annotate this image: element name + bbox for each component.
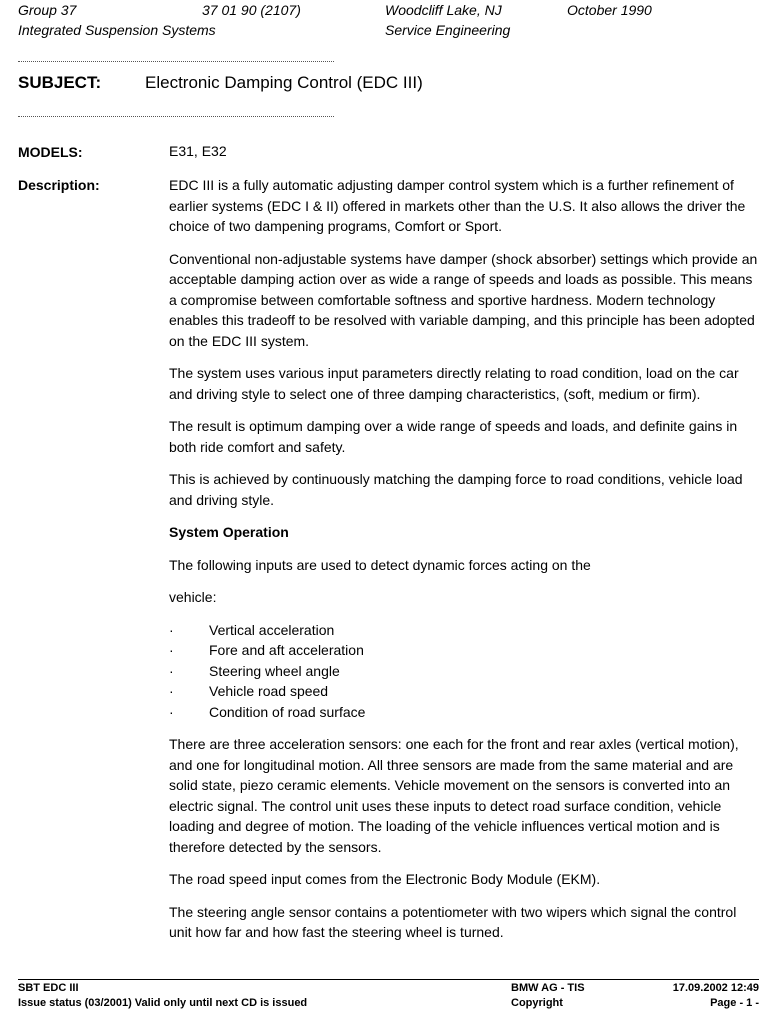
models-value: E31, E32 <box>169 143 227 159</box>
list-item-text: Fore and aft acceleration <box>209 642 364 658</box>
list-item-text: Condition of road surface <box>209 703 366 720</box>
bullet-icon: · <box>169 662 174 679</box>
inputs-list <box>169 620 759 723</box>
footer-issue-status: Issue status (03/2001) Valid only until next CD is issued <box>18 997 308 1009</box>
list-item <box>169 661 759 682</box>
header-department: Service Engineering <box>385 22 511 38</box>
sensors-paragraph: There are three acceleration sensors: one each for the front and rear axles (vertical motion), and one for longitudinal motion. All three sensors are made from the same material and are solid state, piezo ceramic elements. Vehicle movement on the sensors is converted into an electric signal. The control unit uses these inputs to detect road surface condition, vehicle loading and degree of motion. The loading of the vehicle influences vertical motion and is therefore detected by the sensors. <box>169 736 739 855</box>
list-item <box>169 620 759 641</box>
subject-label: SUBJECT: <box>18 73 102 92</box>
models-label: MODELS: <box>18 144 83 160</box>
inputs-intro: The following inputs are used to detect dynamic forces acting on the <box>169 556 591 573</box>
header-group: Group 37 <box>18 2 77 18</box>
footer-page-number: Page - 1 - <box>710 997 759 1009</box>
description-label: Description: <box>18 177 100 193</box>
header-location: Woodcliff Lake, NJ <box>385 2 502 18</box>
list-item-text: Vehicle road speed <box>209 683 329 699</box>
footer-publisher: BMW AG - TIS <box>511 982 585 994</box>
list-item-text: Vertical acceleration <box>209 621 335 638</box>
bullet-icon: · <box>169 642 174 658</box>
description-paragraph: This is achieved by continuously matching the damping force to road conditions, vehicle load and driving style. <box>169 471 743 508</box>
header-category: Integrated Suspension Systems <box>18 22 216 38</box>
road-speed-paragraph: The road speed input comes from the Electronic Body Module (EKM). <box>169 871 601 887</box>
inputs-intro-continued: vehicle: <box>169 589 217 605</box>
bullet-icon: · <box>169 621 174 638</box>
subject-title: Electronic Damping Control (EDC III) <box>145 73 423 92</box>
bullet-icon: · <box>169 703 174 720</box>
list-item <box>169 681 759 702</box>
footer-copyright: Copyright <box>511 997 563 1009</box>
description-paragraph: The system uses various input parameters directly relating to road condition, load on the car and driving style to select one of three damping characteristics, (soft, medium or firm). <box>169 365 739 402</box>
description-paragraph: The result is optimum damping over a wide range of speeds and loads, and definite gains in both ride comfort and safety. <box>169 418 738 455</box>
list-item <box>169 640 759 661</box>
description-paragraph: Conventional non-adjustable systems have damper (shock absorber) settings which provide an acceptable damping action over as wide a range of speeds and loads as possible. This means a compromise between comfortable softness and sportive hardness. Modern technology enables this tradeoff to be resolved with variable damping, and this principle has been adopted on the EDC III system. <box>169 250 758 349</box>
description-body <box>169 175 759 955</box>
header-number: 37 01 90 (2107) <box>202 2 301 18</box>
header-date: October 1990 <box>567 2 652 18</box>
list-item <box>169 702 759 723</box>
system-operation-heading: System Operation <box>169 524 289 540</box>
list-item-text: Steering wheel angle <box>209 662 340 679</box>
bullet-icon: · <box>169 683 174 699</box>
footer-divider <box>18 979 759 980</box>
divider-bottom <box>18 116 334 117</box>
footer-timestamp: 17.09.2002 12:49 <box>672 982 759 994</box>
description-paragraph: EDC III is a fully automatic adjusting damper control system which is a further refinement of earlier systems (EDC I & II) offered in markets other than the U.S. It also allows the driver the choice of two dampening programs, Comfort or Sport. <box>169 177 746 234</box>
divider-top <box>18 61 334 62</box>
footer-doc-code: SBT EDC III <box>18 982 79 994</box>
steering-sensor-paragraph: The steering angle sensor contains a potentiometer with two wipers which signal the control unit how far and how fast the steering wheel is turned. <box>169 903 737 940</box>
